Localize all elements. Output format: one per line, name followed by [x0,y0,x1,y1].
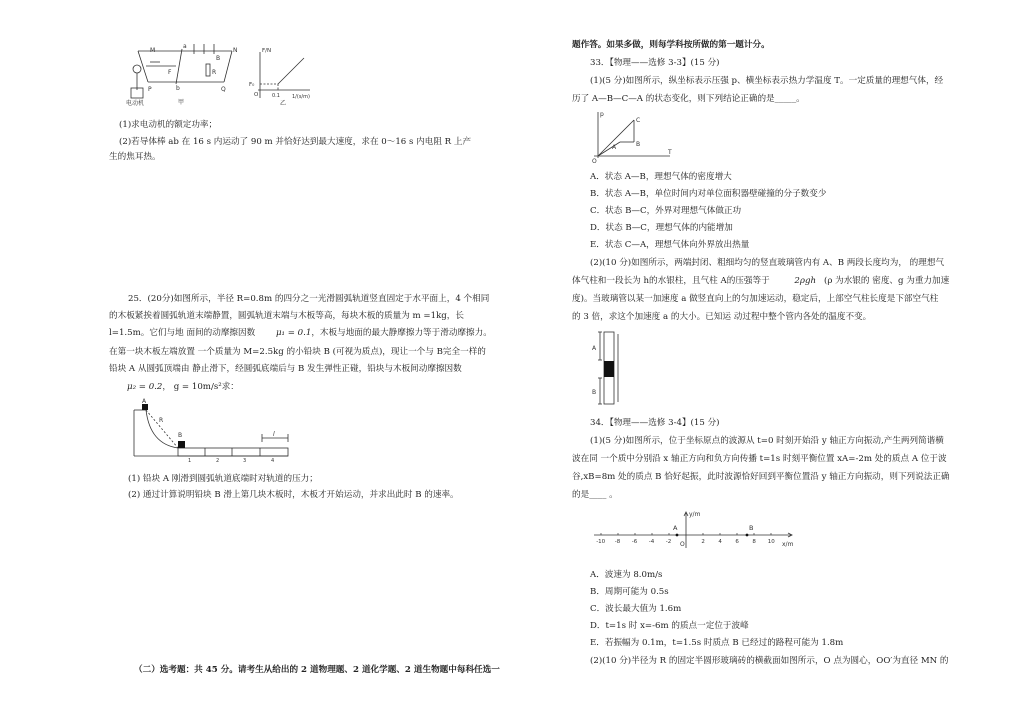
p33-line2: 历了 A—B—C—A 的状态变化，则下列结论正确的是_____。 [572,94,805,104]
motor-label: 电动机 [126,100,145,107]
p25-line5: 铅块 A 从圆弧顶端由 静止滑下，经圆弧底端后与 B 发生弹性正碰，铅块与木板间动摩擦因数 [109,364,462,374]
axis-O: O [680,541,685,548]
board-3: 3 [243,458,247,464]
motor-question-1: (1)求电动机的额定功率； [119,120,218,130]
p33-line1: (1)(5 分)如图所示，纵坐标表示压强 p、横坐标表示热力学温度 T。一定质量的理想气体，经 [590,76,944,86]
axis-tick-label: -6 [631,539,638,545]
axis-tick-label: 6 [735,539,739,545]
tube-B: B [592,389,597,396]
axis-B: B [749,524,754,532]
p25-line2: 的木板紧挨着圆弧轨道末端静置，圆弧轨道末端与木板等高，每块木板的质量为 m =1kg，长 [109,311,464,321]
motor-question-2a: (2)若导体棒 ab 在 16 s 内运动了 90 m 并恰好达到最大速度，求在 0～16 s 内电阻 R 上产 [119,137,472,147]
p34-option-c: C．波长最大值为 1.6m [590,604,682,614]
graph-F0: F₀ [249,82,255,88]
board-1: 1 [188,458,192,464]
axis-tick-label: 4 [718,539,722,545]
axis-tick-label: -10 [596,539,606,545]
label-R: R [212,69,217,76]
p25-line3a: l=1.5m。它们与地 面间的动摩擦因数 [109,328,256,338]
p34-line3: 谷,xB=8m 处的质点 B 恰好起振，此时波源恰好回到平衡位置沿 y 轴正方向振动，则下列说法正确 [572,472,950,482]
axis-xlabel: x/m [782,541,794,548]
axis-tick-label: -4 [648,539,655,545]
p34-option-e: E．若振幅为 0.1m，t=1.5s 时质点 B 已经过的路程可能为 1.8m [590,638,844,648]
p33-part2-line2a: 体气柱和一段长为 h的水银柱，且气柱 A的压强等于 [572,276,770,286]
label-M: M [150,47,156,54]
p34-line4: 的是____ 。 [572,490,618,500]
pt-B: B [636,141,641,148]
p34-line1: (1)(5 分)如图所示，位于坐标原点的波源从 t=0 时刻开始沿 y 轴正方向振动,产生两列简谐横 [590,436,944,446]
p33-part2-line1: (2)(10 分)如图所示，两端封闭、粗细均匀的竖直玻璃管内有 A、B 两段长度均为， 的理想气 [590,258,945,268]
board-4: 4 [271,458,275,464]
axis-tick-label: 2 [701,539,705,545]
graph-tick: 0.1 [272,93,280,99]
pt-T: T [668,149,672,156]
p33-option-a: A．状态 A—B，理想气体的密度增大 [590,172,732,182]
p33-part2-line3: 度)。当玻璃管以某一加速度 a 做竖直向上的匀加速运动，稳定后，上部空气柱长度是下部空气柱 [572,294,939,304]
track-label-A: A [142,398,147,405]
pt-diagram [590,108,680,164]
board-2: 2 [216,458,220,464]
p34-part2: (2)(10 分)半径为 R 的固定半圆形玻璃砖的横截面如图所示，O 点为圆心，OO′为直径 MN 的 [590,656,949,666]
p33-part2-line2 [572,276,949,287]
p25-mu1: μ₁ = 0.1 [275,328,312,338]
track-label-l: l [273,431,275,438]
caption-jia: 甲 [178,99,185,106]
optional-continuation: 题作答。如果多做，则每学科按所做的第一题计分。 [572,40,770,50]
graph-ylabel: F/N [262,48,272,54]
p33-option-c: C．状态 B—C，外界对理想气体做正功 [590,206,742,216]
axis-ylabel: y/m [689,511,701,518]
track-label-R: R [159,417,164,424]
axis-tick-label: 8 [752,539,756,545]
p25-mu2: μ₂ = 0.2 [127,382,163,392]
graph-xlabel: 1/(s/m) [292,94,310,100]
caption-yi: 乙 [280,100,287,107]
pt-C: C [636,117,641,124]
p34-option-d: D．t=1s 时 x=-6m 的质点一定位于波峰 [590,621,749,631]
p34-line2: 波在同 一个质中分别沿 x 轴正方向和负方向传播 t=1s 时刻平衡位置 xA=-2m 处的质点 A 位于波 [572,454,947,464]
label-F: F [168,69,172,76]
pt-A: A [612,144,617,151]
label-B: B [216,55,221,62]
label-a: a [183,43,187,50]
graph-origin: O [254,92,259,98]
p34-title: 34．【物理——选修 3-4】(15 分) [590,418,720,428]
p25-line4: 在第一块木板左端放置 一个质量为 M=2.5kg 的小铅块 B (可视为质点)，现让一个与 B完全一样的 [109,347,486,357]
pt-O: O [592,158,597,165]
p33-option-b: B．状态 A—B，单位时间内对单位面积器壁碰撞的分子数变少 [590,189,827,199]
p25-line6b: ， g = 10m/s²求： [162,382,239,392]
p33-title: 33．【物理——选修 3-3】(15 分) [590,58,720,68]
glass-tube-figure [592,328,632,408]
optional-section-heading: （二）选考题：共 45 分。请考生从给出的 2 道物理题、2 道化学题、2 道生物题中每科任选一 [134,665,500,675]
p34-option-b: B．周期可能为 0.5s [590,587,669,597]
track-label-B: B [178,432,183,439]
p25-line3 [109,328,492,339]
p33-option-e: E．状态 C—A，理想气体向外界放出热量 [590,240,750,250]
pt-p: p [600,111,604,118]
p25-question-1: (1) 铅块 A 刚滑到圆弧轨道底端时对轨道的压力； [128,474,318,484]
axis-tick-label: -2 [665,539,672,545]
force-velocity-graph [248,44,318,106]
wave-axis-figure [592,508,802,552]
axis-tick-label: -8 [614,539,621,545]
axis-tick-label: 10 [767,539,775,545]
track-figure [128,400,298,462]
p33-part2-formula: 2ρgh [794,276,816,286]
p34-option-a: A．波速为 8.0m/s [590,570,663,580]
motor-question-2b: 生的焦耳热。 [109,152,161,162]
label-b: b [176,85,180,92]
p33-part2-line4: 的 3 倍，求这个加速度 a 的大小。已知运 动过程中整个管内各处的温度不变。 [572,312,872,322]
axis-A: A [673,524,678,532]
p25-line1: 25．(20分)如图所示，半径 R=0.8m 的四分之一光滑圆弧轨道竖直固定于水平面上，4 个相同 [128,294,490,304]
p33-option-d: D．状态 B—C，理想气体的内能增加 [590,223,733,233]
p25-question-2: (2) 通过计算说明铅块 B 滑上第几块木板时，木板才开始运动，并求出此时 B 的速率。 [128,490,459,500]
p25-line3b: ，木板与地面的最大静摩擦力等于滑动摩擦力。 [311,328,492,338]
tube-A: A [592,345,597,352]
label-Q: Q [221,86,226,93]
label-P: P [148,86,152,93]
label-N: N [233,47,238,54]
p33-part2-line2b: (ρ 为水银的 密度、g 为重力加速 [823,276,950,286]
motor-rail-figure [120,40,240,110]
p25-line6 [127,382,239,393]
